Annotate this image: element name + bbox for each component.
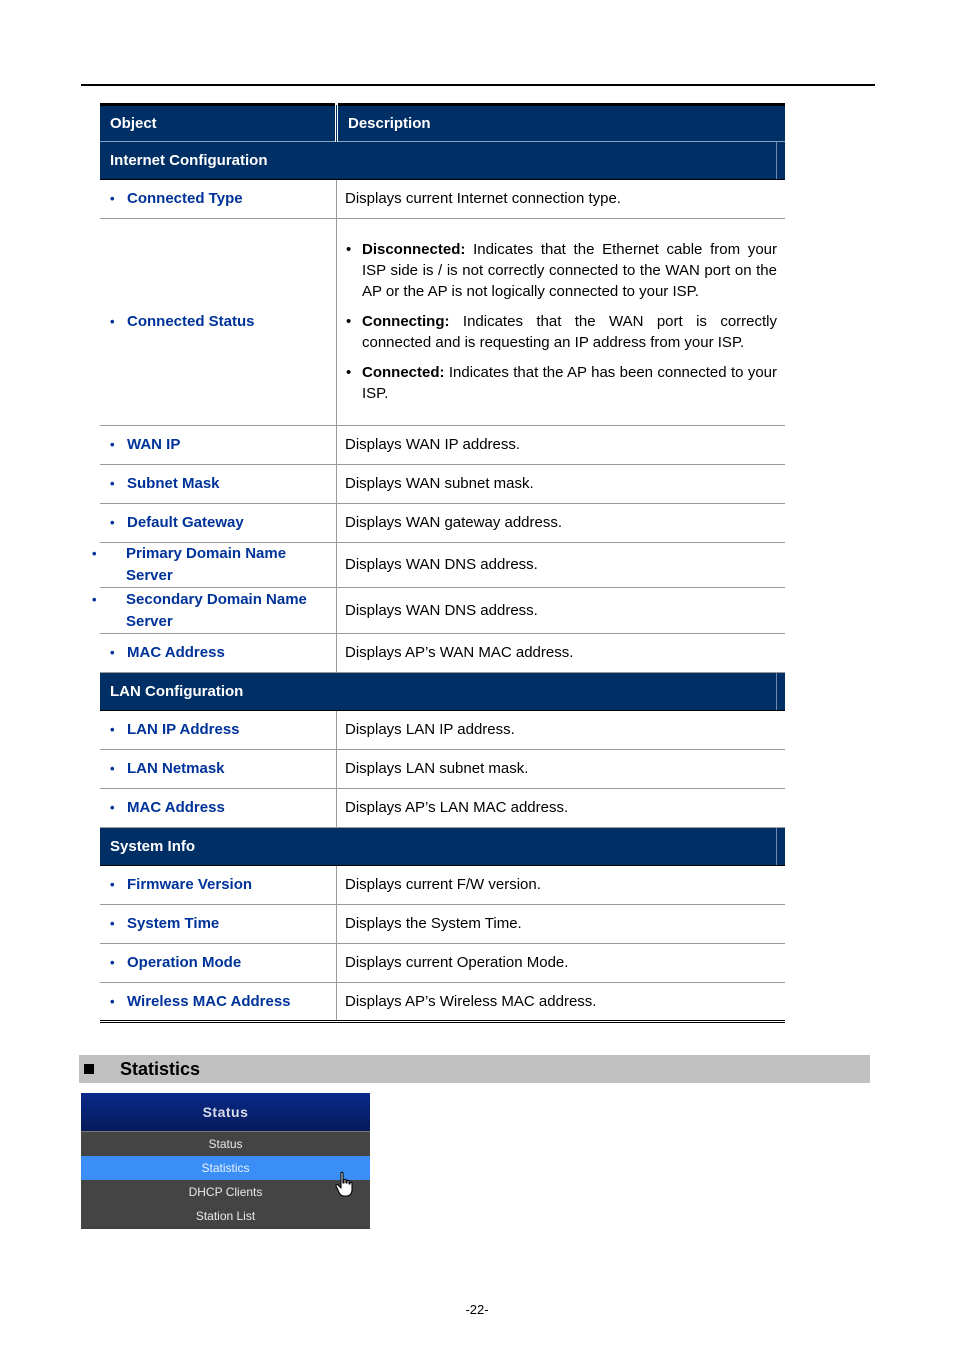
- status-menu-screenshot: [81, 1093, 370, 1229]
- table-row: • Wireless MAC Address Displays AP’s Wireless MAC address.: [100, 983, 785, 1022]
- section-system-info: System Info: [100, 828, 785, 866]
- hand-cursor-icon: [335, 1171, 355, 1199]
- header-description: Description: [337, 105, 786, 142]
- section-internet-configuration: Internet Configuration: [100, 142, 785, 180]
- table-row: • WAN IP Displays WAN IP address.: [100, 426, 785, 465]
- table-header-row: [100, 105, 785, 142]
- section-lan-configuration: LAN Configuration: [100, 673, 785, 711]
- page-number: -22-: [465, 1302, 489, 1317]
- statistics-heading: Statistics: [79, 1055, 870, 1083]
- menu-title: Status: [81, 1093, 370, 1132]
- list-item: • Connected: Indicates that the AP has been connected to your ISP.: [362, 362, 777, 404]
- table-row: • Connected Status • Disconnected: Indicates that the Ethernet cable from your ISP side is / is not correctly connected to the WAN port on the AP or the AP is not logically connected to your ISP. • Connecting: Indicates that the WAN port is correctly connected and is requesting an IP address from your ISP. • Connected: Indicates that the AP has been connected to your ISP.: [100, 219, 785, 426]
- menu-item-status[interactable]: Status: [81, 1132, 370, 1156]
- table-row: • Primary Domain Name Server Displays WAN DNS address.: [100, 543, 785, 588]
- table-row: • LAN Netmask Displays LAN subnet mask.: [100, 750, 785, 789]
- top-rule: [81, 84, 875, 86]
- object-description-table: [92, 103, 785, 1023]
- table-row: • Secondary Domain Name Server Displays WAN DNS address.: [100, 588, 785, 634]
- table-row: • Firmware Version Displays current F/W version.: [100, 866, 785, 905]
- table-row: • Operation Mode Displays current Operation Mode.: [100, 944, 785, 983]
- table-row: • MAC Address Displays AP’s WAN MAC address.: [100, 634, 785, 673]
- menu-item-statistics[interactable]: Statistics: [81, 1156, 370, 1180]
- table-row: • Subnet Mask Displays WAN subnet mask.: [100, 465, 785, 504]
- menu-item-station-list[interactable]: Station List: [81, 1204, 370, 1228]
- table-row: • Connected Type Displays current Internet connection type.: [100, 180, 785, 219]
- list-item: • Connecting: Indicates that the WAN port is correctly connected and is requesting an IP address from your ISP.: [362, 311, 777, 353]
- table-row: • System Time Displays the System Time.: [100, 905, 785, 944]
- table-row: • Default Gateway Displays WAN gateway address.: [100, 504, 785, 543]
- connected-status-list: [345, 234, 777, 410]
- square-bullet-icon: [84, 1064, 94, 1074]
- table-row: • MAC Address Displays AP’s LAN MAC address.: [100, 789, 785, 828]
- list-item: • Disconnected: Indicates that the Ethernet cable from your ISP side is / is not correctly connected to the WAN port on the AP or the AP is not logically connected to your ISP.: [362, 239, 777, 302]
- table-row: • LAN IP Address Displays LAN IP address.: [100, 711, 785, 750]
- menu-item-dhcp-clients[interactable]: DHCP Clients: [81, 1180, 370, 1204]
- header-object: Object: [100, 105, 337, 142]
